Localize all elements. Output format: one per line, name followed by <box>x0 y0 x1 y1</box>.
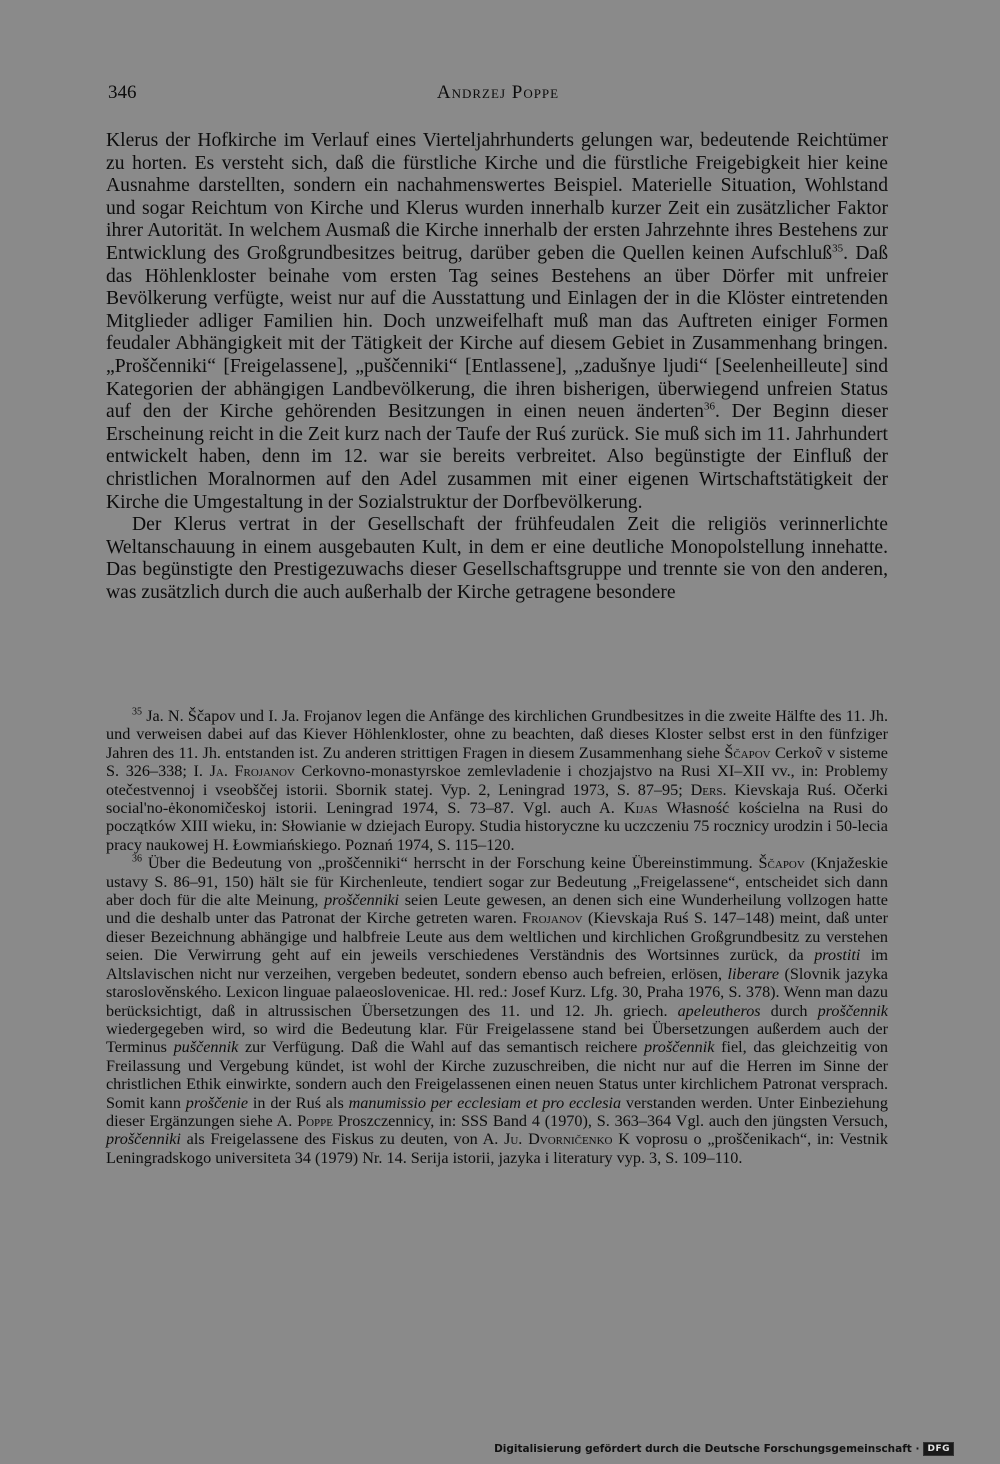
footnote <box>106 854 888 1167</box>
text-run: Ja. N. Ščapov und I. Ja. Frojanov legen die Anfänge des kirchlichen Grundbesitzes in die zweite Hälfte des 11. Jh. und verweisen dabei auf das Kiever Höhlenkloster, ohne zu beachten, daß dieses Kloster selbst erst in den fünfziger Jahren des 11. Jh. entstanden ist. Zu anderen strittigen Fragen in diesem Zusammenhang siehe <box>106 707 888 762</box>
paragraph <box>106 130 888 514</box>
footnote-marker: 36 <box>703 400 715 413</box>
text-run: . Der Beginn dieser Erscheinung reicht in die Zeit kurz nach der Taufe der Ruś zurück. Sie muß sich im 11. Jahrhundert entwickelt haben, denn im 12. war sie bereits verbreitet. Also begünstigte der Einfluß der christlichen Moralnormen auf den Adel zusammen mit einer eigenen Wirtschaftstätigkeit der Kirche die Umgestaltung in der Sozialstruktur der Dorfbevölkerung. <box>106 401 888 513</box>
text-run: Cerkoṽ v sisteme S. 326–338; I. <box>106 743 888 781</box>
author-name: Ščapov <box>758 854 805 873</box>
italic-term: proščennik <box>817 1001 888 1020</box>
italic-term: liberare <box>727 964 780 983</box>
text-run: wiedergegeben wird, so wird die Bedeutung klar. Für Freigelassene stand bei Übersetzungen außerdem auch der Terminus <box>106 1019 888 1057</box>
text-run: Der Klerus vertrat in der Gesellschaft der frühfeudalen Zeit die religiös verinnerlichte Weltanschauung in einem ausgebauten Kult, in dem er eine deutliche Monopolstellung innehatte. Das begünstigte den Prestigezuwachs dieser Gesellschaftsgruppe und trennte sie von den anderen, was zusätzlich durch die auch außerhalb der Kirche getragene besondere <box>106 514 888 603</box>
author-name: Ju. Dvorničenko <box>504 1130 613 1149</box>
text-run: Proszczennicy, in: SSS Band 4 (1970), S. 363–364 Vgl. auch den jüngsten Versuch, <box>333 1111 889 1130</box>
author-name: Frojanov <box>522 909 583 928</box>
italic-term: proščennik <box>644 1038 715 1057</box>
author-name: Ja. Frojanov <box>209 762 295 781</box>
author-name: Ščapov <box>724 743 771 762</box>
italic-term: manumissio per ecclesiam et pro ecclesia <box>348 1093 622 1112</box>
text-run: als Freigelassene des Fiskus zu deuten, von A. <box>180 1130 505 1149</box>
text-run: durch <box>760 1001 818 1020</box>
footnotes <box>106 707 888 1167</box>
text-run: . Daß das Höhlenkloster beinahe vom ersten Tag seines Bestehens an über Dörfer mit unfreier Bevölkerung verfügte, weist nur auf die Ausstattung und Einlagen der in die Klöster eintretenden Mitglieder adliger Familien hin. Doch unzweifelhaft muß man das Auftreten einiger Formen feudaler Abhängigkeit mit der Tätigkeit der Kirche auf diesem Gebiet in Zusammenhang bringen. „Proščenniki“ [Freigelassene], „puščenniki“ [Entlassene], „zadušnye ljudi“ [Seelenheilleute] sind Kategorien der abhängigen Landbevölkerung, die ihren bisherigen, überwiegend unfreien Status auf den der Kirche gehörenden Besitzungen in einen neuen änderten <box>106 242 888 423</box>
text-run: (Knjažeskie ustavy S. 86–91, 150) hält sie für Kirchenleute, tendiert sogar zur Bedeutung „Freigelassene“, entscheidet sich dann aber doch für die alte Meinung, <box>106 854 888 910</box>
italic-term: proščenniki <box>106 1130 181 1149</box>
footnote <box>106 707 888 854</box>
text-run: Kievskaja Ruś. Očerki social'no-ėkonomičeskoj istorii. Leningrad 1974, S. 73–87. Vgl. auch A. <box>106 780 888 818</box>
text-run: Klerus der Hofkirche im Verlauf eines Vierteljahrhunderts gelungen war, bedeutende Reichtümer zu horten. Es versteht sich, daß die fürstliche Kirche und die fürstliche Freigebigkeit hier keine Ausnahme darstellten, sondern ein nachahmenswertes Beispiel. Materielle Situation, Wohlstand und sogar Reichtum von Kirche und Klerus wurden innerhalb kurzer Zeit ein zusätzlicher Faktor ihrer Autorität. In welchem Ausmaß die Kirche innerhalb der ersten Jahrzehnte ihres Bestehens zur Entwicklung des Großgrundbesitzes beitrug, darüber geben die Quellen keinen Aufschluß <box>106 130 888 264</box>
text-run: im Altslavischen nicht nur verzeihen, vergeben bedeutet, sondern ebenso auch befreien, erlösen, <box>106 946 888 983</box>
text-run: zur Verfügung. Daß die Wahl auf das semantisch reichere <box>238 1038 644 1057</box>
page-number: 346 <box>108 82 137 103</box>
italic-term: puščennik <box>173 1038 239 1057</box>
italic-term: proščenie <box>185 1093 249 1112</box>
main-text <box>106 130 888 604</box>
italic-term: apeleutheros <box>677 1001 761 1020</box>
italic-term: prostiti <box>814 946 861 965</box>
text-run: Über die Bedeutung von „proščenniki“ herrscht in der Forschung keine Übereinstimmung. <box>142 854 759 873</box>
author-name: Poppe <box>297 1111 334 1130</box>
author-name: Kijas <box>623 799 658 818</box>
text-run: verstanden werden. Unter Einbeziehung dieser Ergänzungen siehe A. <box>106 1093 888 1130</box>
text-run: fiel, das gleichzeitig von Freilassung und Vergebung kündet, ist wohl der Kirche zuzuschreiben, die nicht nur auf die Herren im Sinne der christlichen Ethik einwirkte, sondern auch den Freigelassenen einen neuen Status unter kirchlichem Patronat versprach. Somit kann <box>106 1038 889 1112</box>
text-run: in der Ruś als <box>248 1093 349 1112</box>
page-header <box>108 82 888 112</box>
text-run: (Kievskaja Ruś S. 147–148) meint, daß unter dieser Bezeichnung abhängige und halbfreie Leute aus dem weltlichen und kirchlichen Großgrundbesitz zu verstehen seien. Die Verwirrung geht auf ein jeweils verschiedenes Verständnis des Wortsinnes zurück, da <box>106 909 889 965</box>
text-run: seien Leute gewesen, an denen sich eine Wunderheilung vollzogen hatte und die deshalb unter das Patronat der Kirche getreten waren. <box>106 891 888 928</box>
text-run: (Slovnik jazyka staroslověnského. Lexicon linguae palaeoslovenicae. Hl. red.: Josef Kurz. Lfg. 30, Praha 1976, S. 378). Wenn man dazu berücksichtigt, daß in altrussischen Übersetzungen des 11. und 12. Jh. griech. <box>106 964 888 1020</box>
italic-term: proščenniki <box>324 891 400 910</box>
footnote-marker: 36 <box>132 853 142 865</box>
credit-text: Digitalisierung gefördert durch die Deutsche Forschungsgemeinschaft · <box>494 1443 920 1455</box>
dfg-logo: DFG <box>923 1442 954 1456</box>
text-run: K voprosu o „proščenikach“, in: Vestnik Leningradskogo universiteta 34 (1979) Nr. 14. Serija istorii, jazyka i literatury vyp. 3, S. 109–110. <box>106 1130 888 1167</box>
author-name: Ders. <box>690 780 727 799</box>
text-run: Cerkovno-monastyrskoe zemlevladenie i chozjajstvo na Rusi XI–XII vv., in: Problemy otečestvennoj i vseobščej istorii. Sbornik statej. Vyp. 2, Leningrad 1973, S. 87–95; <box>106 762 888 799</box>
running-head: Andrzej Poppe <box>436 82 560 103</box>
digitization-credit <box>494 1442 954 1456</box>
footnote-marker: 35 <box>132 706 142 718</box>
footnote-marker: 35 <box>832 242 844 255</box>
paragraph <box>106 514 888 604</box>
text-run: Własność kościelna na Rusi do początków XIII wieku, in: Słowianie w dziejach Europy. Studia historyczne ku uczczeniu 75 rocznicy urodzin i 50-lecia pracy naukowej H. Łowmiańskiego. Poznań 1974, S. 115–120. <box>106 799 888 854</box>
